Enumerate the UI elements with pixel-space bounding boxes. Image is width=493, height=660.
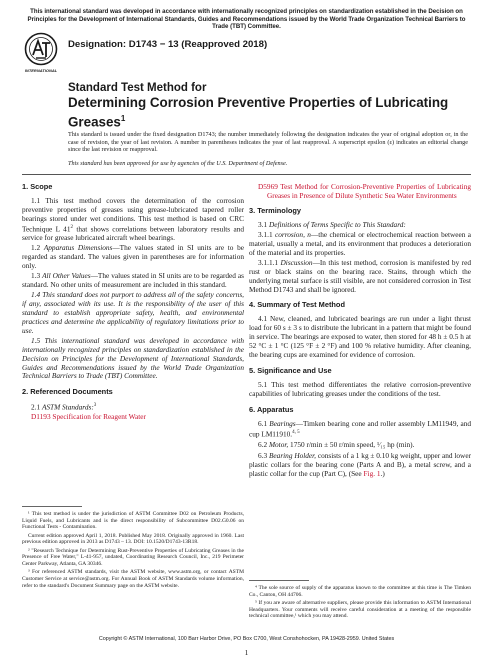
ref-d5969-link[interactable]: D5969 Test Method for Corrosion-Preventive Properties of Lubricating Greases in Presence of Dilute Synthetic Sea Water Environments [258, 182, 471, 200]
document-title [68, 82, 468, 129]
footnote-divider [22, 506, 82, 507]
para-1-1: 1.1 This test method covers the determination of the corrosion preventive properties of greases using grease-lubricated tapered roller bearings stored under wet conditions. This test method is based on CRC Technique L $41^2$ that shows correlations between laboratory results and service for grease lubricated aircraft wheel bearings. [22, 195, 244, 243]
title-line-3: Greases$^1$ [68, 113, 126, 129]
header-divider [22, 174, 471, 175]
para-5-1: 5.1 This test method differentiates the relative corrosion-preventive capabilities of lubricating greases under the conditions of the test. [249, 380, 471, 399]
section-4-heading: 4. Summary of Test Method [249, 300, 345, 310]
footnotes-left [22, 511, 244, 591]
para-1-3: 1.3 All Other Values—The values stated in SI units are to be regarded as standard. No other units of measurement are included in this standard. [22, 271, 244, 289]
copyright-footer: Copyright © ASTM International, 100 Barr Harbor Drive, PO Box C700, West Conshohocken, PA 19428-2959. United States [98, 636, 395, 642]
issuance-statement: This standard is issued under the fixed designation D1743; the number immediately following the designation indicates the year of original adoption or, in the case of revision, the year of last revision. A number in parentheses indicates the year of last reapproval. A superscript epsilon (ε) indicates an editorial change since the last revision or reapproval. [68, 131, 468, 154]
designation: Designation: D1743 − 13 (Reapproved 2018) [68, 39, 268, 50]
section-3-heading: 3. Terminology [249, 205, 302, 215]
footnotes-right [249, 585, 471, 622]
para-1-5: 1.5 This international standard was developed in accordance with internationally recognized principles on standardization established in the Decision on Principles for the Development of International Standards, Guides and Recommendations issued by the World Trade Organization Technical Barriers to Trade (TBT) Committee. [22, 335, 244, 381]
footnote-3: ³ For referenced ASTM standards, visit the ASTM website, www.astm.org, or contact ASTM Customer Service at service@astm.org. For Annual Book of ASTM Standards volume information, refer to the standard's Document Summary page on the ASTM website. [22, 569, 244, 589]
section-6-heading: 6. Apparatus [249, 405, 294, 415]
para-6-2: 6.2 Motor, 1750 r/min ± 50 r/min speed, ¹⁄₁₅ hp (min). [258, 440, 415, 450]
title-line-2: Determining Corrosion Preventive Properties of Lubricating [68, 95, 449, 110]
para-2-1: 2.1 ASTM Standards:$^3$ [31, 402, 97, 412]
standard-notice: This international standard was developed in accordance with internationally recognized principles on standardization established in the Decision on Principles for the Development of International Standards, Guides and Recommendations issued by the World Trade Organization Technical Barriers to Trade (TBT) Committee. [27, 8, 466, 31]
page-number: 1 [244, 648, 249, 657]
right-column [249, 183, 471, 479]
section-1-heading: 1. Scope [22, 182, 53, 191]
footnote-1: ¹ This test method is under the jurisdiction of ASTM Committee D02 on Petroleum Products, Liquid Fuels, and Lubricants and is the direct responsibility of Subcommittee D02.G0.06 on Functional Tests - Contamination. [22, 511, 244, 531]
para-4-1: 4.1 New, cleaned, and lubricated bearings are run under a light thrust load for 60 s ± 3 s to distribute the lubricant in a pattern that might be found in service. The bearings are exposed to water, then stored for 48 h ± 0.5 h at 52 °C ± 1 °C (125 °F ± 2 °F) and 100 % relative humidity. After cleaning, the bearing cups are examined for evidence of corrosion. [249, 314, 471, 360]
para-3-1: 3.1 Definitions of Terms Specific to This Standard: [258, 219, 406, 229]
footnote-divider-right [249, 580, 309, 581]
para-1-4: 1.4 This standard does not purport to address all of the safety concerns, if any, associated with its use. It is the responsibility of the user of this standard to establish appropriate safety, health, and environmental practices and determine the applicability of regulatory limitations prior to use. [22, 289, 244, 335]
footnote-2: ² "Research Technique for Determining Rust-Preventive Properties of Lubricating Greases in the Presence of Free Water," L-41-957, undated, Coordinating Research Council, Inc., 219 Perimeter Center Parkway, Atlanta, GA 30346. [22, 547, 244, 567]
section-5-heading: 5. Significance and Use [249, 366, 332, 376]
footnote-4: ⁴ The sole source of supply of the apparatus known to the committee at this time is The Timken Co., Canton, OH 44706. [249, 585, 471, 598]
logo-text: INTERNATIONAL [24, 68, 58, 73]
footnote-1b: Current edition approved April 1, 2018. Published May 2018. Originally approved in 1960. Last previous edition approved in 2013 as D1743 – 13. DOI: 10.1520/D1743-13R18. [22, 532, 244, 546]
footnote-5: ⁵ If you are aware of alternative suppliers, please provide this information to ASTM International Headquarters. Your comments will receive careful consideration at a meeting of the responsible technical committee,¹ which you may attend. [249, 599, 471, 620]
approval-statement: This standard has been approved for use by agencies of the U.S. Department of Defense. [68, 160, 288, 167]
para-1-2: 1.2 Apparatus Dimensions—The values stated in SI units are to be regarded as standard. The values given in parentheses are for information only. [22, 243, 244, 271]
para-6-1: 6.1 Bearings—Timken bearing cone and roller assembly LM11949, and cup LM11910.$^{4, 5}$ [249, 419, 471, 439]
title-line-1: Standard Test Method for [68, 82, 207, 94]
section-2-heading: 2. Referenced Documents [22, 387, 113, 397]
ref-d1193-link[interactable]: D1193 Specification for Reagent Water [31, 411, 146, 421]
para-3-1-1: 3.1.1 corrosion, n—the chemical or electrochemical reaction between a material, usually a metal, and its environment that produces a deterioration of the material and its properties. [249, 229, 471, 257]
para-3-1-1-1: 3.1.1.1 Discussion—In this test method, corrosion is manifested by red rust or black stains on the bearing race. Stains, through which the underlying metal surface is still visible, are not considered corrosion in Test Method D1743 and shall be ignored. [249, 257, 471, 294]
left-column [22, 183, 244, 422]
para-6-3: 6.3 Bearing Holder, consists of a 1 kg ± 0.10 kg weight, upper and lower plastic collars for the bearing cone (Parts A and B), a metal screw, and a plastic collar for the cup (Part C), (See Fig. 1.) [249, 451, 471, 479]
astm-logo [24, 32, 58, 78]
fig-1-link[interactable]: Fig. 1 [363, 469, 381, 479]
